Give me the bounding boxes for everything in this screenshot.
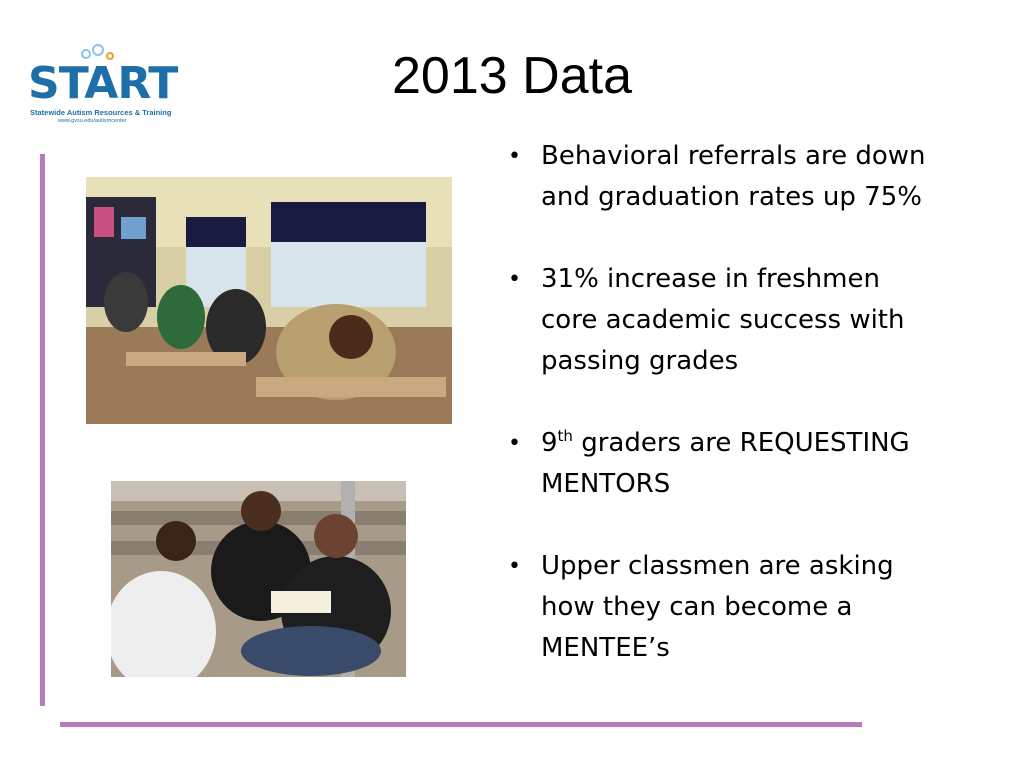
bullet-item <box>504 423 944 505</box>
vertical-accent-bar <box>40 154 45 706</box>
logo-subtitle: Statewide Autism Resources & Training <box>30 108 172 117</box>
bullet-dot: • <box>508 144 521 169</box>
bullet-text: Behavioral referrals are down and graduation rates up 75% <box>541 141 926 212</box>
bullet-text: 31% increase in freshmen core academic success with passing grades <box>541 264 905 376</box>
bullet-superscript: th <box>557 427 573 445</box>
bullet-dot: • <box>508 267 521 292</box>
bullet-list <box>504 136 944 669</box>
bullet-item <box>504 259 944 382</box>
logo-wordmark: START <box>28 58 178 109</box>
bullet-prefix: 9 <box>541 428 558 458</box>
students-reading-photo <box>111 481 406 677</box>
bullet-text: Upper classmen are asking how they can become a MENTEE’s <box>541 551 894 663</box>
bullet-dot: • <box>508 554 521 579</box>
start-logo <box>28 40 178 124</box>
bullet-item <box>504 136 944 218</box>
bullet-text: graders are REQUESTING MENTORS <box>541 428 910 499</box>
horizontal-accent-bar <box>60 722 862 727</box>
bullet-item <box>504 546 944 669</box>
classroom-photo <box>86 177 452 424</box>
slide-title: 2013 Data <box>392 47 632 105</box>
bullet-dot: • <box>508 431 521 456</box>
logo-url: www.gvsu.edu/autismcenter <box>58 118 127 124</box>
